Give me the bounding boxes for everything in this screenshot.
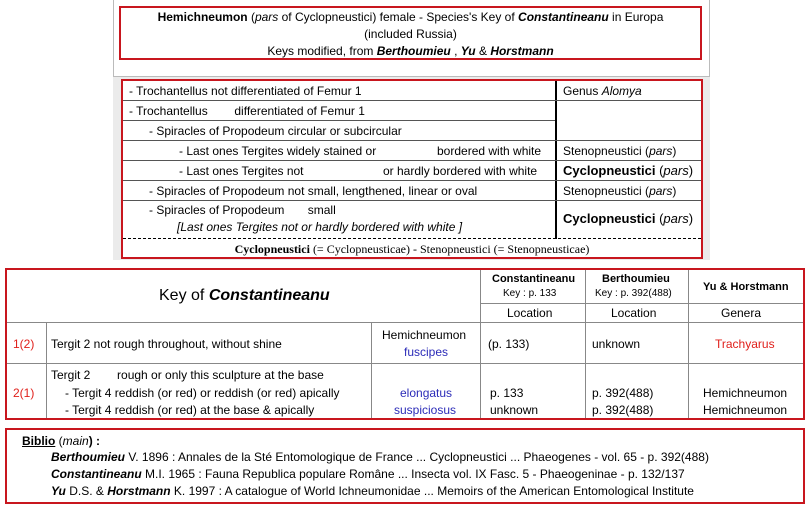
row2-location-1a: p. 133	[490, 386, 524, 400]
biblio-entry-1: Berthoumieu V. 1896 : Annales de la Sté Entomologique de France ... Cyclopneustici ... Phaeogenes - vol. 65 - p. 392(488)	[51, 450, 709, 464]
header-line-3: Keys modified, from Berthoumieu , Yu & Horstmann	[267, 44, 554, 58]
col-sub-berthoumieu: Key : p. 392(488)	[595, 288, 672, 299]
row1-genus: Hemichneumon	[382, 328, 467, 342]
col-header-constantineanu: Constantineanu	[492, 273, 576, 285]
key-row-3: - Spiracles of Propodeum circular or subcircular	[149, 124, 402, 138]
key-row-5-cont: or hardly bordered with white	[383, 164, 538, 178]
header-line-1: Hemichneumon (pars of Cyclopneustici) female - Species's Key of Constantineanu in Europa	[157, 10, 664, 24]
table-title: Key of Constantineanu	[159, 287, 330, 304]
key-row-6: - Spiracles of Propodeum not small, lengthened, linear or oval	[149, 184, 478, 198]
row1-location-1: (p. 133)	[488, 337, 530, 351]
key-row-7-note: [Last ones Tergites not or hardly bordered with white ]	[177, 220, 463, 234]
col-label-location-2: Location	[611, 306, 657, 320]
row1-genera: Trachyarus	[715, 337, 775, 351]
biblio-entry-2: Constantineanu M.I. 1965 : Fauna Republica populare Române ... Insecta vol. IX Fasc. 5 - Phaeogeninae - p. 132/137	[51, 467, 685, 481]
row2-number: 2(1)	[13, 386, 35, 400]
col-sub-constantineanu: Key : p. 133	[503, 288, 557, 299]
row2-sub1: - Tergit 4 reddish (or red) or reddish (or red) apically	[65, 386, 340, 400]
key-result-4: Stenopneustici (pars)	[563, 144, 677, 158]
col-label-location-1: Location	[507, 306, 553, 320]
row2-text: Tergit 2 rough or only this sculpture at the base	[51, 368, 324, 382]
header-box	[119, 6, 702, 60]
row2-species-1: elongatus	[400, 386, 453, 400]
biblio-title: Biblio (main) :	[22, 434, 101, 448]
row2-genera-1: Hemichneumon	[703, 386, 788, 400]
header-line-2: (included Russia)	[364, 27, 457, 41]
key-result-6: Stenopneustici (pars)	[563, 184, 677, 198]
row2-sub2: - Tergit 4 reddish (or red) at the base & apically	[65, 403, 315, 417]
key-row-4: - Last ones Tergites widely stained or	[179, 144, 377, 158]
row2-location-2a: p. 392(488)	[592, 386, 654, 400]
row2-location-1b: unknown	[490, 403, 539, 417]
biblio-entry-3: Yu D.S. & Horstmann K. 1997 : A catalogue of World Ichneumonidae ... Memoirs of the American Entomological Institute	[51, 484, 694, 498]
row2-species-2: suspiciosus	[394, 403, 457, 417]
key-row-5: - Last ones Tergites not	[179, 164, 304, 178]
key-result-7: Cyclopneustici (pars)	[563, 211, 694, 226]
row2-genera-2: Hemichneumon	[703, 403, 788, 417]
col-label-genera: Genera	[721, 306, 762, 320]
key-row-1: - Trochantellus not differentiated of Femur 1	[129, 84, 362, 98]
header-panel	[113, 0, 710, 77]
dichotomous-key	[113, 77, 710, 260]
row1-location-2: unknown	[592, 337, 641, 351]
key-row-4-cont: bordered with white	[437, 144, 542, 158]
row1-number: 1(2)	[13, 337, 35, 351]
row2-location-2b: p. 392(488)	[592, 403, 654, 417]
key-result-5: Cyclopneustici (pars)	[563, 163, 694, 178]
col-header-yu-horstmann: Yu & Horstmann	[703, 281, 789, 293]
species-table	[5, 268, 805, 420]
key-row-7: - Spiracles of Propodeum small	[149, 203, 336, 217]
row1-species: fuscipes	[404, 345, 449, 359]
bibliography	[5, 428, 805, 504]
key-footer: Cyclopneustici (= Cyclopneusticae) - Stenopneustici (= Stenopneusticae)	[234, 242, 590, 256]
col-header-berthoumieu: Berthoumieu	[602, 273, 670, 285]
key-result-1: Genus Alomya	[563, 84, 642, 98]
row1-text: Tergit 2 not rough throughout, without shine	[51, 337, 282, 351]
key-row-2: - Trochantellus differentiated of Femur 1	[129, 104, 365, 118]
